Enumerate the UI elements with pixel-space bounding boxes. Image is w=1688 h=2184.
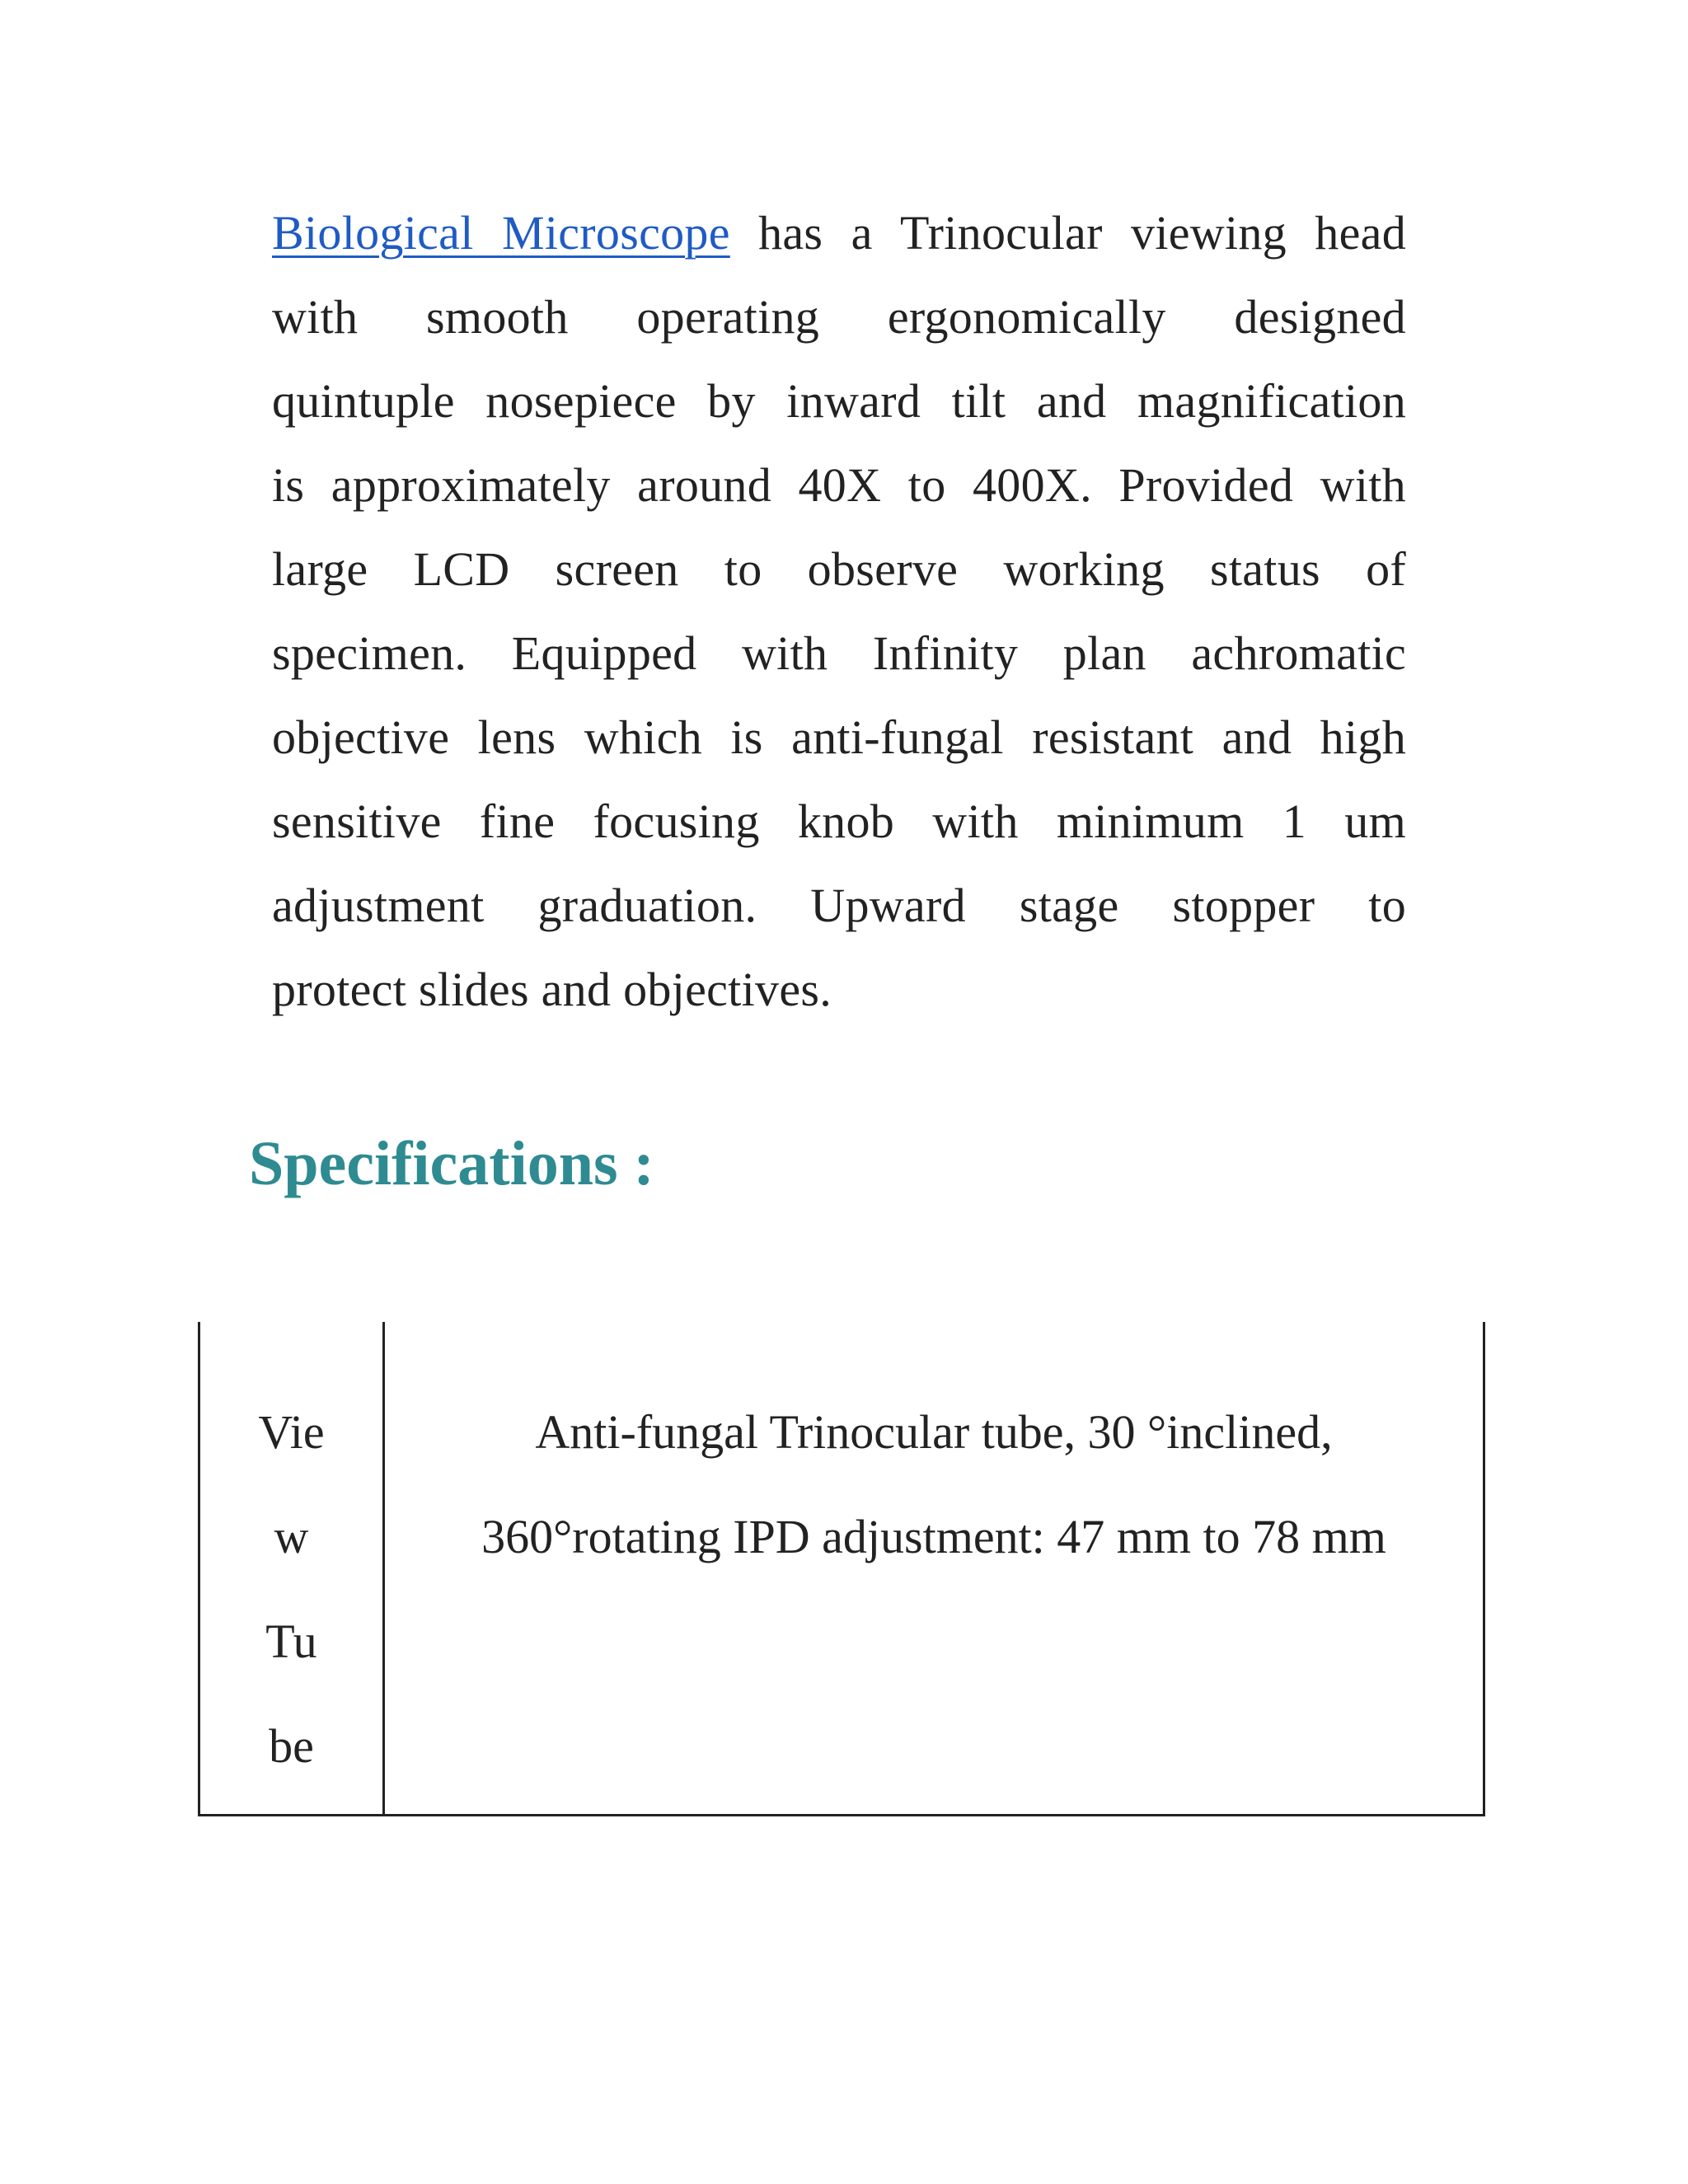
description-line-4: is approximately around 40X to 400X. Provided with	[272, 458, 1406, 512]
description-line-5: large LCD screen to observe working status of	[272, 542, 1406, 596]
specifications-table	[198, 1322, 1485, 1816]
spec-label: View Tube	[258, 1405, 325, 1773]
biological-microscope-link[interactable]: Biological Microscope	[272, 206, 730, 260]
spec-value-cell	[384, 1322, 1484, 1816]
description-line-9: adjustment graduation. Upward stage stopper to	[272, 879, 1406, 932]
description-line-8: sensitive fine focusing knob with minimum 1 um	[272, 794, 1406, 848]
description-line-6: specimen. Equipped with Infinity plan achromatic	[272, 626, 1406, 680]
description-line-7: objective lens which is anti-fungal resistant and high	[272, 710, 1406, 764]
table-row	[199, 1322, 1484, 1816]
spec-value: Anti-fungal Trinocular tube, 30 °inclined, 360°rotating IPD adjustment: 47 mm to 78 mm	[481, 1405, 1386, 1563]
description-line-1-text: has a Trinocular viewing head	[729, 206, 1406, 260]
description-line-2: with smooth operating ergonomically designed	[272, 290, 1406, 344]
product-description	[272, 191, 1406, 1032]
description-line-1	[272, 191, 1406, 275]
specifications-heading: Specifications :	[249, 1129, 654, 1198]
description-line-3: quintuple nosepiece by inward tilt and magnification	[272, 374, 1406, 428]
description-line-10: protect slides and objectives.	[272, 963, 832, 1016]
spec-label-cell	[199, 1322, 384, 1816]
